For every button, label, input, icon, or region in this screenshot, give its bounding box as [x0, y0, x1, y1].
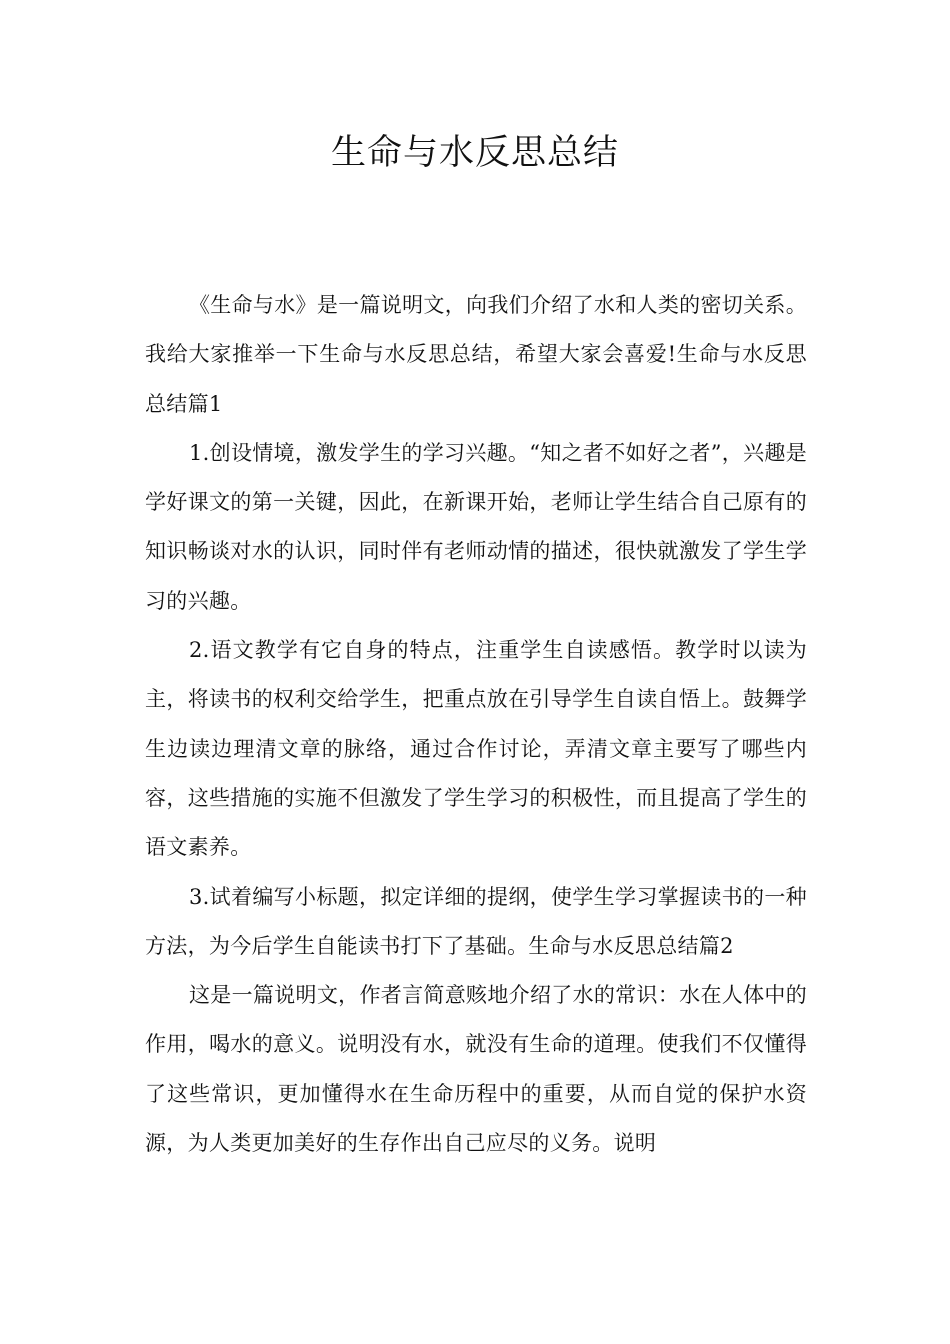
- document-body: [145, 281, 807, 1168]
- paragraph-reflection-2: 这是一篇说明文，作者言简意赅地介绍了水的常识：水在人体中的作用，喝水的意义。说明没有水，就没有生命的道理。使我们不仅懂得了这些常识，更加懂得水在生命历程中的重要，从而自觉的保护水资源，为人类更加美好的生存作出自己应尽的义务。说明: [145, 983, 807, 1156]
- paragraph-point-3: 3.试着编写小标题，拟定详细的提纲，使学生学习掌握读书的一种方法，为今后学生自能读书打下了基础。生命与水反思总结篇2: [145, 884, 807, 958]
- document-title: 生命与水反思总结: [330, 133, 619, 173]
- paragraph-point-1: 1.创设情境，激发学生的学习兴趣。“知之者不如好之者”，兴趣是学好课文的第一关键，因此，在新课开始，老师让学生结合自己原有的知识畅谈对水的认识，同时伴有老师动情的描述，很快就激发了学生学习的兴趣。: [145, 440, 807, 613]
- paragraph-point-2: 2.语文教学有它自身的特点，注重学生自读感悟。教学时以读为主，将读书的权利交给学生，把重点放在引导学生自读自悟上。鼓舞学生边读边理清文章的脉络，通过合作讨论，弄清文章主要写了哪些内容，这些措施的实施不但激发了学生学习的积极性，而且提高了学生的语文素养。: [145, 638, 807, 860]
- paragraph-intro: 《生命与水》是一篇说明文，向我们介绍了水和人类的密切关系。我给大家推举一下生命与水反思总结，希望大家会喜爱!生命与水反思总结篇1: [145, 293, 807, 416]
